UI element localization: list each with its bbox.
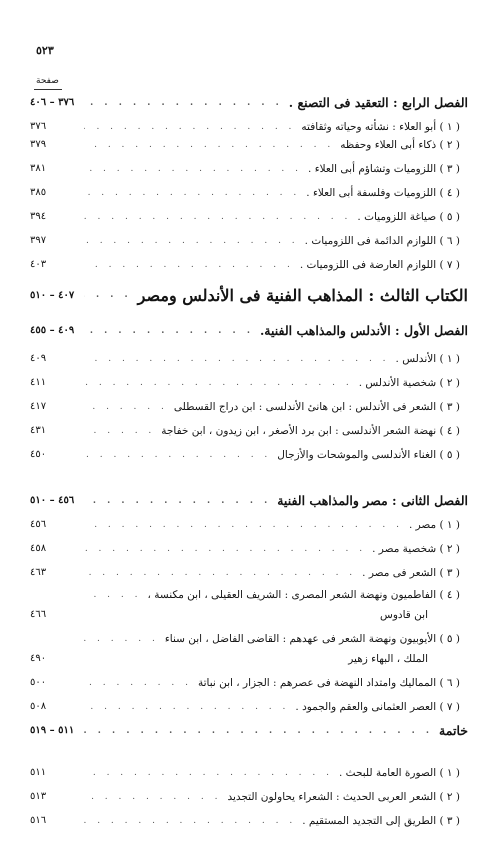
toc-entry-item xyxy=(30,118,468,135)
toc-entry-pages: ٥١٦ xyxy=(30,815,47,826)
dot-leader xyxy=(84,702,295,712)
toc-entry-title: خاتمة xyxy=(439,723,468,738)
page-column-header: صفحة xyxy=(36,76,59,86)
dot-leader xyxy=(84,816,302,826)
toc-entry-chapter xyxy=(30,94,468,111)
toc-entry-title: ( ٣ ) اللزوميات وتشاؤم أبى العلاء . xyxy=(308,162,460,175)
toc-entry-pages: ٥٠٨ xyxy=(30,701,47,712)
toc-entry-pages: ٣٨٥ xyxy=(30,187,47,198)
toc-entry-item xyxy=(30,398,468,415)
dot-leader xyxy=(84,236,305,246)
dot-leader xyxy=(84,378,359,388)
toc-entry-title: ( ٢ ) ذكاء أبى العلاء وحفظه xyxy=(340,138,460,151)
dot-leader xyxy=(84,450,277,460)
toc-entry-title: الملك ، البهاء زهير xyxy=(348,652,428,665)
toc-entry-pages: ٤٠٧ – ٥١٠ xyxy=(30,289,75,301)
dot-leader xyxy=(84,188,306,198)
toc-entry-pages: ٣٨١ xyxy=(30,163,47,174)
toc-entry-title: ( ٤ ) الفاطميون ونهضة الشعر المصرى : الشريف العقيلى ، ابن مكنسة ، xyxy=(147,588,460,601)
toc-entry-pages: ٤٦٦ xyxy=(30,609,47,620)
toc-entry-item xyxy=(30,422,468,439)
dot-leader xyxy=(84,590,148,600)
dot-leader xyxy=(84,260,300,270)
toc-entry-pages: ٤٠٣ xyxy=(30,259,47,270)
toc-entry-title: ( ٥ ) الغناء الأندلسى والموشحات والأزجال xyxy=(277,448,460,461)
toc-entry-pages: ٤٦٣ xyxy=(30,567,47,578)
toc-entry-pages: ٤٥٨ xyxy=(30,543,47,554)
toc-entry-title: ( ٢ ) شخصية الأندلس . xyxy=(358,376,460,389)
header-rule xyxy=(34,89,62,90)
toc-entry-pages: ٣٧٩ xyxy=(30,139,47,150)
toc-entry-item xyxy=(30,586,468,603)
dot-leader xyxy=(84,496,277,506)
toc-entry-item xyxy=(30,184,468,201)
toc-entry-title: ( ٣ ) الطريق إلى التجديد المستقيم . xyxy=(302,814,460,827)
dot-leader xyxy=(84,290,138,300)
dot-leader xyxy=(84,726,439,736)
toc-entry-item xyxy=(30,446,468,463)
toc-entry-item xyxy=(30,564,468,581)
toc-entry-item xyxy=(30,540,468,557)
toc-entry-title: ( ١ ) الأندلس . xyxy=(395,352,460,365)
toc-entry-title: الفصل الرابع : التعقيد فى التصنع . xyxy=(288,95,468,110)
toc-entry-pages: ٤٠٩ – ٤٥٥ xyxy=(30,325,75,336)
dot-leader xyxy=(84,634,165,644)
toc-entry-pages: ٤٥٦ xyxy=(30,519,47,530)
toc-entry-title: ( ٤ ) اللزوميات وفلسفة أبى العلاء . xyxy=(306,186,460,199)
toc-entry-chapter xyxy=(30,322,468,339)
toc-entry-pages: ٣٩٧ xyxy=(30,235,47,246)
toc-entry-title: ( ٥ ) الأيوبيون ونهضة الشعر فى عهدهم : القاضى الفاضل ، ابن سناء xyxy=(164,632,460,645)
toc-entry-pages: ٤٥٠ xyxy=(30,449,47,460)
toc-entry-cont xyxy=(30,650,468,667)
toc-entry-item xyxy=(30,208,468,225)
toc-entry-pages: ٤٩٠ xyxy=(30,653,47,664)
toc-entry-pages: ٤٣١ xyxy=(30,425,47,436)
toc-entry-item xyxy=(30,764,468,781)
toc-entry-title: ( ٣ ) الشعر فى الأندلس : ابن هانئ الأندلسى : ابن دراج القسطلى xyxy=(173,400,460,413)
toc-entry-item xyxy=(30,812,468,829)
dot-leader xyxy=(84,678,198,688)
dot-leader xyxy=(84,326,260,336)
toc-entry-item xyxy=(30,160,468,177)
toc-entry-cont xyxy=(30,606,468,623)
toc-entry-item xyxy=(30,516,468,533)
toc-entry-pages: ٥١١ – ٥١٩ xyxy=(30,725,75,736)
toc-entry-title: الفصل الثانى : مصر والمذاهب الفنية xyxy=(277,493,468,508)
toc-entry-pages: ٥١١ xyxy=(30,767,47,778)
toc-entry-title: ( ٥ ) صياغة اللزوميات . xyxy=(357,210,460,223)
dot-leader xyxy=(84,768,339,778)
toc-entry-pages: ٤١١ xyxy=(30,377,47,388)
dot-leader xyxy=(84,426,161,436)
toc-entry-pages: ٣٧٦ – ٤٠٦ xyxy=(30,97,75,108)
toc-entry-chapter xyxy=(30,492,468,509)
toc-entry-item xyxy=(30,350,468,367)
toc-entry-item xyxy=(30,256,468,273)
toc-entry-title: ( ١ ) الصورة العامة للبحث . xyxy=(339,766,460,779)
toc-entry-pages: ٣٩٤ xyxy=(30,211,47,222)
toc-entry-title: ابن قادوس xyxy=(380,608,428,621)
toc-entry-pages: ٤١٧ xyxy=(30,401,47,412)
toc-entry-title: ( ٧ ) العصر العثمانى والعقم والجمود . xyxy=(295,700,460,713)
dot-leader xyxy=(84,568,362,578)
toc-entry-title: الفصل الأول : الأندلس والمذاهب الفنية. xyxy=(259,323,468,338)
dot-leader xyxy=(84,122,301,132)
toc-entry-title: ( ٤ ) نهضة الشعر الأندلسى : ابن برد الأصغر ، ابن زيدون ، ابن خفاجة xyxy=(161,424,460,437)
toc-entry-title: ( ١ ) أبو العلاء : نشأته وحياته وثقافته xyxy=(301,120,460,133)
toc-entry-title: ( ٣ ) الشعر فى مصر . xyxy=(362,566,460,579)
dot-leader xyxy=(84,402,174,412)
dot-leader xyxy=(84,544,372,554)
dot-leader xyxy=(84,98,289,108)
toc-entry-pages: ٤٠٩ xyxy=(30,353,47,364)
toc-entry-title: ( ٦ ) اللوازم الدائمة فى اللزوميات . xyxy=(304,234,460,247)
toc-entry-item xyxy=(30,674,468,691)
toc-entry-title: ( ١ ) مصر . xyxy=(408,518,460,531)
toc-entry-title: الكتاب الثالث : المذاهب الفنية فى الأندلس ومصر xyxy=(137,285,468,305)
dot-leader xyxy=(84,354,396,364)
toc-entry-item xyxy=(30,630,468,647)
toc-entry-title: ( ٧ ) اللوازم العارضة فى اللزوميات . xyxy=(299,258,460,271)
dot-leader xyxy=(84,792,227,802)
dot-leader xyxy=(84,520,409,530)
toc-entry-title: ( ٦ ) المماليك وامتداد النهضة فى عصرهم : الجزار ، ابن نباتة xyxy=(197,676,460,689)
toc-entry-title: ( ٢ ) الشعر العربى الحديث : الشعراء يحاولون التجديد xyxy=(227,790,460,803)
toc-entry-pages: ٤٥٦ – ٥١٠ xyxy=(30,495,75,506)
toc-entry-item xyxy=(30,232,468,249)
toc-entry-book xyxy=(30,283,468,307)
toc-entry-item xyxy=(30,698,468,715)
dot-leader xyxy=(84,164,308,174)
page-number: ٥٢٣ xyxy=(36,44,54,57)
toc-entry-pages: ٣٧٦ xyxy=(30,121,47,132)
dot-leader xyxy=(84,212,357,222)
toc-entry-pages: ٥٠٠ xyxy=(30,677,47,688)
toc-entry-item xyxy=(30,136,468,153)
toc-entry-chapter xyxy=(30,722,468,739)
toc-entry-item xyxy=(30,788,468,805)
toc-entry-pages: ٥١٣ xyxy=(30,791,47,802)
toc-entry-item xyxy=(30,374,468,391)
dot-leader xyxy=(84,140,340,150)
toc-entry-title: ( ٢ ) شخصية مصر . xyxy=(372,542,460,555)
